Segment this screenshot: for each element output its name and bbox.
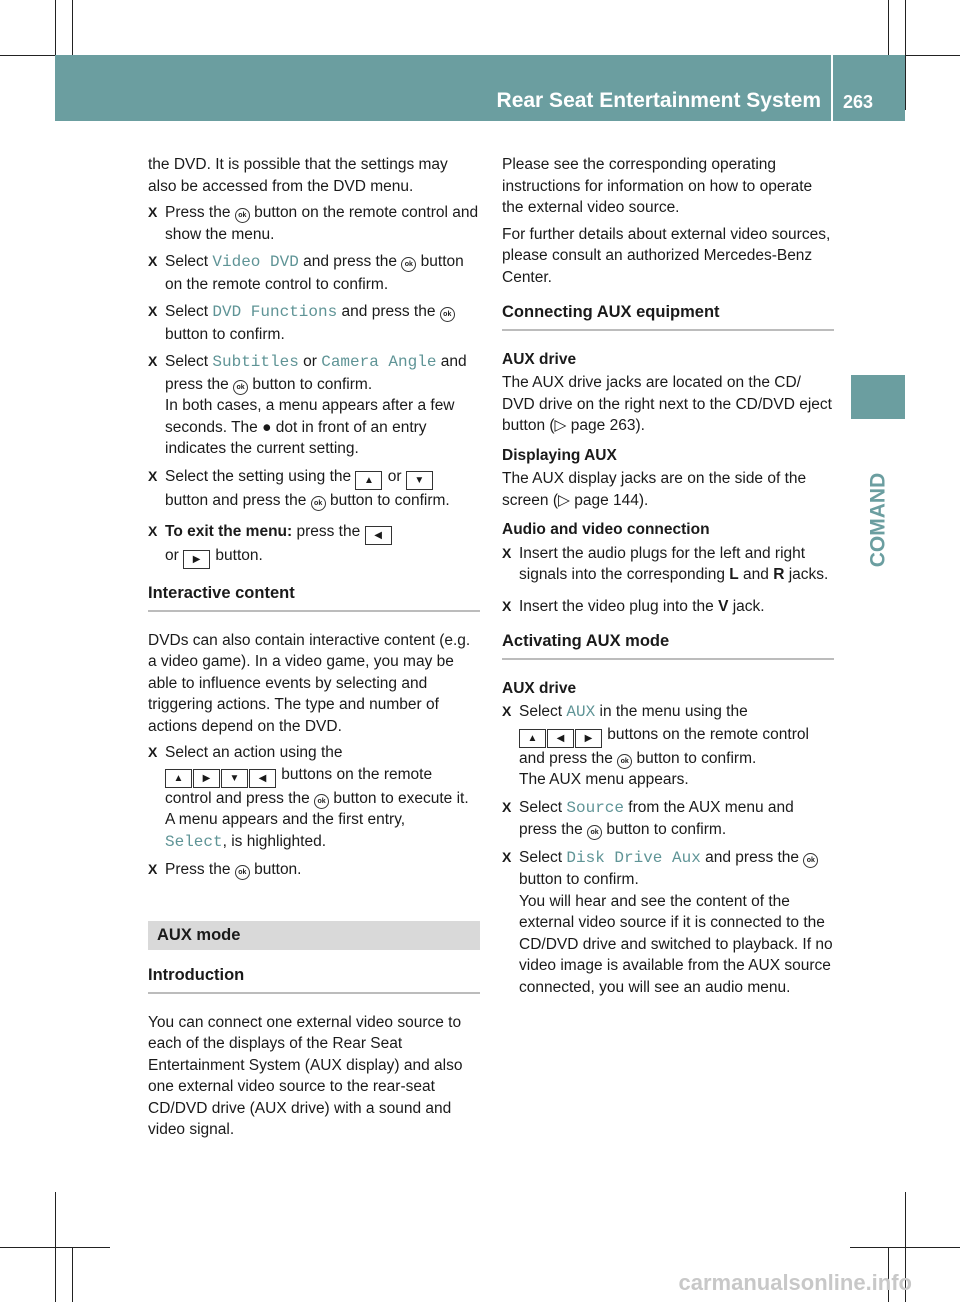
section-heading: Interactive content [148,583,480,612]
page-number: 263 [843,92,874,112]
left-arrow-key-icon: ◀ [249,769,276,788]
chapter-tab [851,375,905,419]
instruction-step: X Insert the video plug into the V jack. [502,596,834,618]
ok-button-icon: ok [235,865,250,880]
menu-item-text: DVD Functions [212,303,338,321]
right-arrow-key-icon: ▶ [183,550,210,569]
paragraph: The AUX drive jacks are located on the CD/ DVD drive on the right next to the CD/DVD eject button (▷ page 263). [502,374,832,434]
instruction-step: X Press the ok button on the remote control and show the menu. [148,202,480,245]
menu-item-text: Subtitles [212,353,299,371]
crop-mark [905,0,906,110]
crop-mark [55,1192,56,1302]
right-arrow-key-icon: ▶ [193,769,220,788]
section-heading: Activating AUX mode [502,631,834,660]
menu-item-text: Disk Drive Aux [566,848,701,867]
paragraph: For further details about external video sources, please consult an authorized Mercedes-Benz Center. [502,225,831,286]
subheading: AUX drive [502,679,577,697]
instruction-step: X Select Source from the AUX menu and press the ok button to confirm. [502,797,834,841]
menu-item-text: Video DVD [212,253,299,271]
header-title: Rear Seat Entertainment System [496,89,821,112]
left-arrow-key-icon: ◀ [365,526,392,545]
instruction-step: X Select Disk Drive Aux and press the ok button to confirm. You will hear and see the content of the external video source if it is connected to the CD/DVD drive and switched to playback. If no video image is available from the AUX source connected, you will see an audio menu. [502,847,834,999]
ok-button-icon: ok [587,825,602,840]
section-heading: Connecting AUX equipment [502,302,834,331]
section-heading: Introduction [148,965,480,994]
right-column [502,154,834,1004]
instruction-step: X Select DVD Functions and press the ok button to confirm. [148,301,480,345]
watermark: carmanualsonline.info [678,1270,912,1295]
up-arrow-key-icon: ▲ [355,471,382,490]
instruction-step: X Insert the audio plugs for the left and right signals into the corresponding L and R jacks. [502,543,834,586]
ok-button-icon: ok [233,380,248,395]
paragraph: The AUX display jacks are on the side of the screen (▷ page 144). [502,470,807,509]
subheading: Audio and video connection [502,521,710,538]
instruction-step: X Select an action using the ▲ ▶ ▼ ◀ buttons on the remote control and press the ok button to execute it. A menu appears and the first entry, Select, is highlighted. [148,742,480,853]
menu-item-text: Camera Angle [321,353,437,371]
page-header [55,55,905,121]
crop-mark [72,0,73,55]
ok-button-icon: ok [311,496,326,511]
paragraph: Please see the corresponding operating instructions for information on how to operate the external video source. [502,156,813,216]
bullet-dot-icon: ● [262,418,272,436]
instruction-step: X To exit the menu: press the ◀ or ▶ button. [148,521,480,569]
up-arrow-key-icon: ▲ [519,729,546,748]
instruction-step: X Select Subtitles or Camera Angle and press the ok button to confirm. In both cases, a menu appears after a few seconds. The ● dot in front of an entry indicates the current setting. [148,351,480,460]
left-arrow-key-icon: ◀ [547,729,574,748]
subheading: AUX drive [502,350,577,368]
chapter-label: COMAND [866,472,889,568]
ok-button-icon: ok [314,794,329,809]
ok-button-icon: ok [401,257,416,272]
right-arrow-key-icon: ▶ [575,729,602,748]
paragraph: DVDs can also contain interactive content (e.g. a video game). In a video game, you may be able to influence events by selecting and triggering actions. The type and number of actions depend on the DVD. [148,631,471,735]
instruction-step: X Press the ok button. [148,859,480,881]
crop-mark [72,1247,73,1302]
subheading: Displaying AUX [502,446,617,464]
up-arrow-key-icon: ▲ [165,769,192,788]
menu-item-text: Source [566,798,624,817]
instruction-step: X Select Video DVD and press the ok button on the remote control to confirm. [148,251,480,295]
down-arrow-key-icon: ▼ [221,769,248,788]
ok-button-icon: ok [803,853,818,868]
menu-item-text: AUX [566,703,596,721]
down-arrow-key-icon: ▼ [406,471,433,490]
ok-button-icon: ok [235,208,250,223]
paragraph: You can connect one external video source to each of the displays of the Rear Seat Entertainment System (AUX display) and also one external video source to the rear-seat CD/DVD drive (AUX drive) with a sound and video signal. [148,1013,463,1138]
ok-button-icon: ok [617,754,632,769]
instruction-step: X Select AUX in the menu using the ▲ ◀ ▶ buttons on the remote control and press the ok button to confirm. The AUX menu appears. [502,701,834,791]
left-column [148,154,480,1146]
ok-button-icon: ok [440,307,455,322]
chapter-banner: AUX mode [148,921,480,951]
menu-item-text: Select [165,832,223,851]
instruction-step: X Select the setting using the ▲ or ▼ button and press the ok button to confirm. [148,466,480,512]
paragraph: the DVD. It is possible that the settings may also be accessed from the DVD menu. [148,156,448,195]
crop-mark [888,0,889,55]
